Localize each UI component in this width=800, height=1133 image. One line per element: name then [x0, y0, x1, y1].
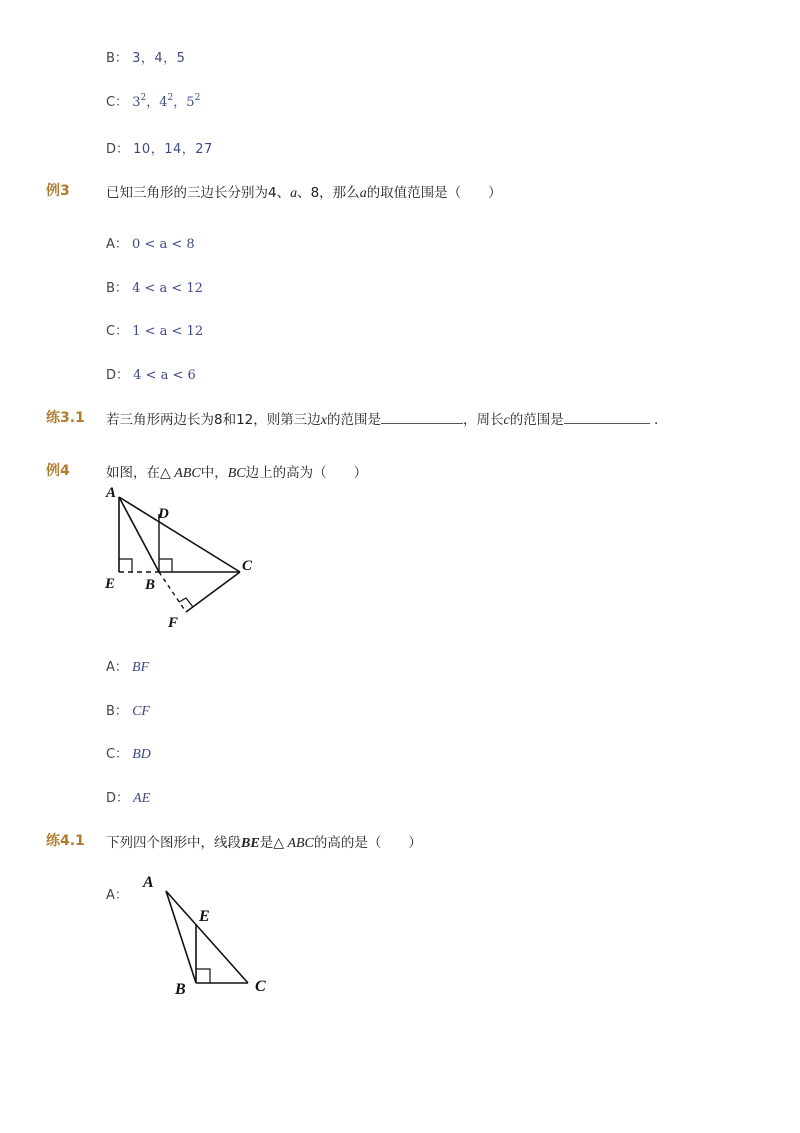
- option-key: C：: [106, 324, 129, 339]
- ex4-option-b[interactable]: [106, 700, 150, 720]
- option-key: B：: [106, 704, 128, 719]
- example-4-question: 如图，在△ ABC中，BC边上的高为（ ）: [106, 465, 368, 481]
- option-value: $3^2$，$4^2$，$5^2$: [132, 93, 201, 110]
- ex3-option-b[interactable]: [106, 277, 203, 296]
- option-key: D：: [106, 368, 130, 383]
- segment-cf: [186, 572, 240, 612]
- label-b: B: [175, 981, 186, 998]
- practice-4-1-question: 下列四个图形中，线段BE是△ ABC的高的是（ ）: [106, 835, 422, 851]
- option-b[interactable]: [106, 47, 185, 66]
- answer-blank[interactable]: [381, 411, 463, 424]
- answer-blank[interactable]: [564, 411, 650, 424]
- option-value: 3，4，5: [132, 51, 186, 66]
- option-d[interactable]: [106, 138, 213, 157]
- option-key: B：: [106, 281, 128, 296]
- option-value: AE: [133, 791, 151, 806]
- option-c[interactable]: [106, 91, 200, 110]
- example-3-question: 已知三角形的三边长分别为4、a、8，那么a的取值范围是（ ）: [106, 185, 502, 201]
- dashed-bf: [159, 572, 186, 612]
- segment-ac: [119, 497, 240, 572]
- segment-ab: [119, 497, 159, 572]
- option-key: D：: [106, 791, 130, 806]
- label-f: F: [168, 615, 179, 631]
- option-key: A：: [106, 237, 128, 252]
- triangle-figure-ex4: [100, 480, 270, 635]
- option-key: C：: [106, 747, 129, 762]
- option-key: D：: [106, 142, 130, 157]
- ex3-option-a[interactable]: [106, 233, 195, 252]
- option-key: B：: [106, 51, 128, 66]
- label-d: D: [158, 506, 169, 522]
- option-value: 1 < a < 12: [132, 324, 204, 339]
- option-value: BF: [132, 660, 150, 675]
- option-value: 10，14，27: [133, 142, 213, 157]
- label-e: E: [199, 908, 210, 925]
- practice-3-1-label: 练3.1: [46, 410, 85, 426]
- pr41-option-a-key[interactable]: A：: [106, 888, 128, 903]
- example-4-label: 例4: [46, 463, 70, 479]
- right-angle-d: [159, 559, 172, 572]
- label-e: E: [105, 576, 116, 592]
- option-key: A：: [106, 660, 128, 675]
- triangle-figure-pr41-a: [135, 868, 280, 1003]
- right-angle-e: [119, 559, 132, 572]
- option-value: 4 < a < 12: [132, 281, 203, 296]
- option-value: 4 < a < 6: [133, 368, 196, 383]
- label-a: A: [143, 874, 154, 891]
- segment-ab: [166, 891, 196, 983]
- label-b: B: [145, 577, 156, 593]
- practice-4-1-label: 练4.1: [46, 833, 85, 849]
- option-value: CF: [132, 704, 150, 719]
- option-value: BD: [132, 747, 151, 762]
- practice-3-1-question: 若三角形两边长为8和12，则第三边x的范围是 ，周长c的范围是 .: [106, 412, 659, 428]
- label-c: C: [242, 558, 253, 574]
- ex3-option-c[interactable]: [106, 320, 203, 339]
- right-angle-b: [196, 969, 210, 983]
- example-3-label: 例3: [46, 183, 70, 199]
- option-value: 0 < a < 8: [132, 237, 195, 252]
- ex3-option-d[interactable]: [106, 364, 196, 383]
- ex4-option-a[interactable]: [106, 656, 149, 676]
- label-c: C: [255, 978, 266, 995]
- ex4-option-c[interactable]: [106, 743, 151, 763]
- label-a: A: [106, 485, 117, 501]
- ex4-option-d[interactable]: [106, 787, 150, 807]
- option-key: C：: [106, 95, 129, 110]
